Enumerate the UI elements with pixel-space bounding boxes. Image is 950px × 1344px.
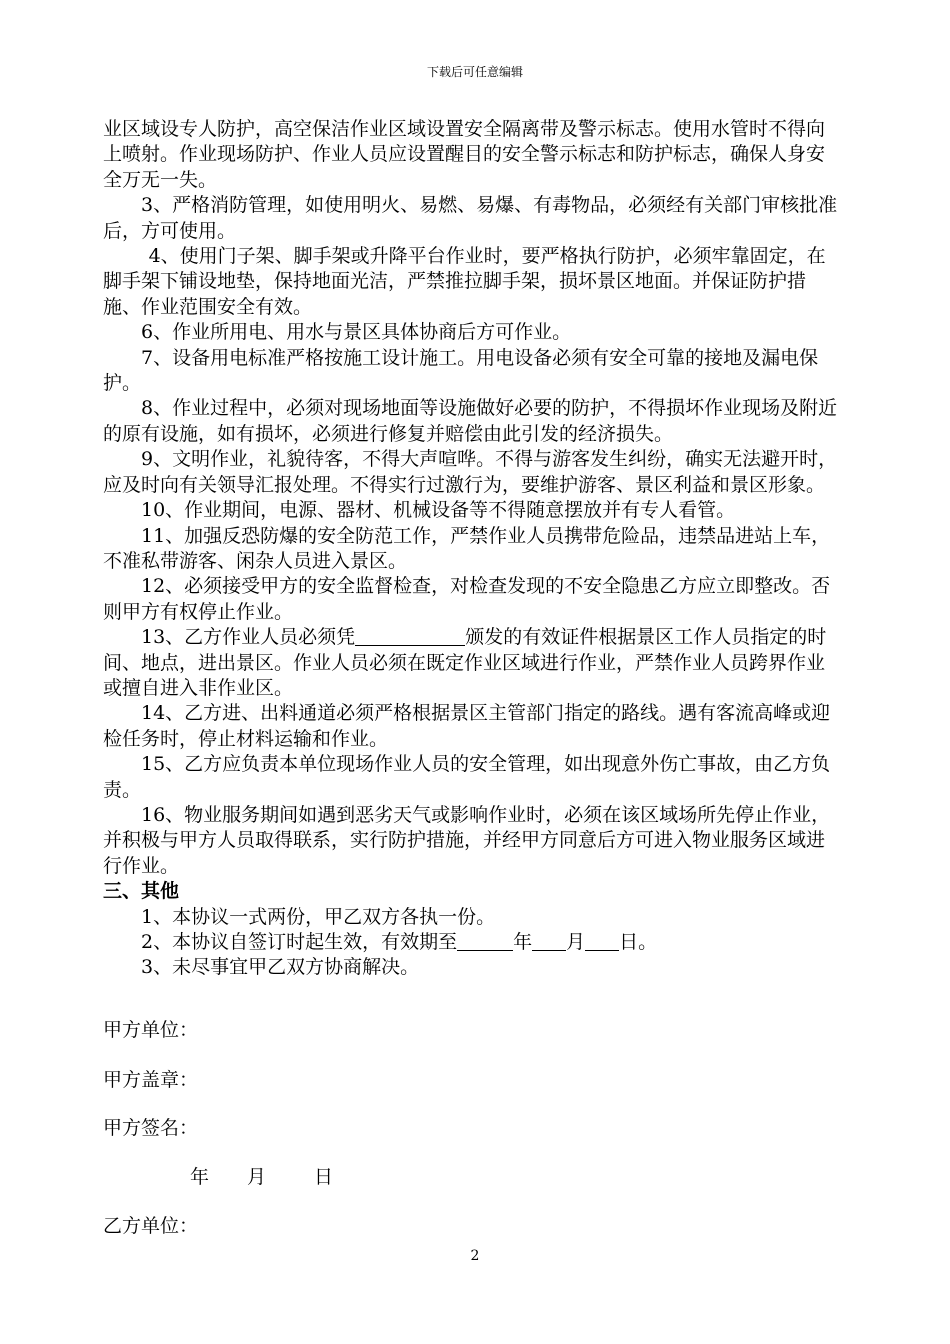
section-heading-other: 三、其他 — [103, 880, 180, 903]
party-a-seal-label: 甲方盖章： — [103, 1069, 199, 1091]
signature-date — [190, 1165, 333, 1190]
other-item-1: 1、本协议一式两份，甲乙双方各执一份。 — [141, 905, 496, 928]
day-label: 日。 — [619, 931, 658, 953]
clause-16: 16、物业服务期间如遇到恶劣天气或影响作业时，必须在该区域场所先停止作业，并积极与甲方人员取得联系，实行防护措施，并经甲方同意后方可进入物业服务区域进行作业。 — [103, 803, 831, 877]
issuer-blank — [355, 626, 465, 646]
clause-9: 9、文明作业，礼貌待客，不得大声喧哗。不得与游客发生纠纷，确实无法避开时，应及时向有关领导汇报处理。不得实行过激行为，要维护游客、景区利益和景区形象。 — [103, 448, 838, 496]
validity-prefix: 2、本协议自签订时起生效，有效期至 — [141, 931, 458, 953]
other-item-3: 3、未尽事宜甲乙双方协商解决。 — [141, 956, 420, 979]
clause-7: 7、设备用电标准严格按施工设计施工。用电设备必须有安全可靠的接地及漏电保护。 — [103, 346, 819, 395]
clause-6: 6、作业所用电、用水与景区具体协商后方可作业。 — [141, 321, 572, 344]
month-blank — [532, 931, 566, 951]
clause-4: 4、使用门子架、脚手架或升降平台作业时，要严格执行防护，必须牢靠固定，在脚手架下铺设地垫，保持地面光洁，严禁推拉脚手架，损坏景区地面。并保证防护措施、作业范围安全有效。 — [103, 245, 826, 318]
clause-3: 3、严格消防管理，如使用明火、易燃、易爆、有毒物品，必须经有关部门审核批准后，方可使用。 — [103, 194, 838, 242]
clause-13-rest: 颁发的有效证件根据景区工作人员指定的时间、地点，进出景区。作业人员必须在既定作业区域进行作业，严禁作业人员跨界作业或擅自进入非作业区。 — [103, 626, 827, 699]
clause-8: 8、作业过程中，必须对现场地面等设施做好必要的防护，不得损坏作业现场及附近的原有设施，如有损坏，必须进行修复并赔偿由此引发的经济损失。 — [103, 397, 838, 445]
clause-14: 14、乙方进、出料通道必须严格根据景区主管部门指定的路线。遇有客流高峰或迎检任务时，停止材料运输和作业。 — [103, 702, 831, 750]
clause-12: 12、必须接受甲方的安全监督检查，对检查发现的不安全隐患乙方应立即整改。否则甲方有权停止作业。 — [103, 575, 831, 623]
clause-10: 10、作业期间，电源、器材、机械设备等不得随意摆放并有专人看管。 — [141, 499, 736, 522]
party-a-unit-label: 甲方单位： — [103, 1019, 199, 1041]
party-b-unit-label: 乙方单位： — [103, 1215, 199, 1237]
page-number: 2 — [470, 1248, 480, 1264]
clause-13-prefix: 13、乙方作业人员必须凭 — [141, 626, 356, 649]
date-month-label: 月 — [247, 1166, 267, 1188]
year-blank — [457, 931, 513, 951]
page-header: 下载后可任意编辑 — [426, 65, 523, 79]
date-year-label: 年 — [190, 1166, 210, 1188]
date-day-label: 日 — [314, 1166, 334, 1188]
month-label: 月 — [566, 931, 586, 953]
document-body — [103, 117, 843, 981]
clause-13 — [103, 625, 843, 701]
other-item-2 — [103, 930, 843, 955]
clause-15: 15、乙方应负责本单位现场作业人员的安全管理，如出现意外伤亡事故，由乙方负责。 — [103, 753, 831, 801]
day-blank — [585, 931, 619, 951]
clause-11: 11、加强反恐防爆的安全防范工作，严禁作业人员携带危险品，违禁品进站上车，不准私带游客、闲杂人员进入景区。 — [103, 524, 831, 572]
paragraph-continuation: 业区域设专人防护，高空保洁作业区域设置安全隔离带及警示标志。使用水管时不得向上喷射。作业现场防护、作业人员应设置醒目的安全警示标志和防护标志，确保人身安全万无一失。 — [103, 118, 826, 191]
year-label: 年 — [513, 931, 533, 953]
party-a-sign-label: 甲方签名： — [103, 1117, 199, 1139]
